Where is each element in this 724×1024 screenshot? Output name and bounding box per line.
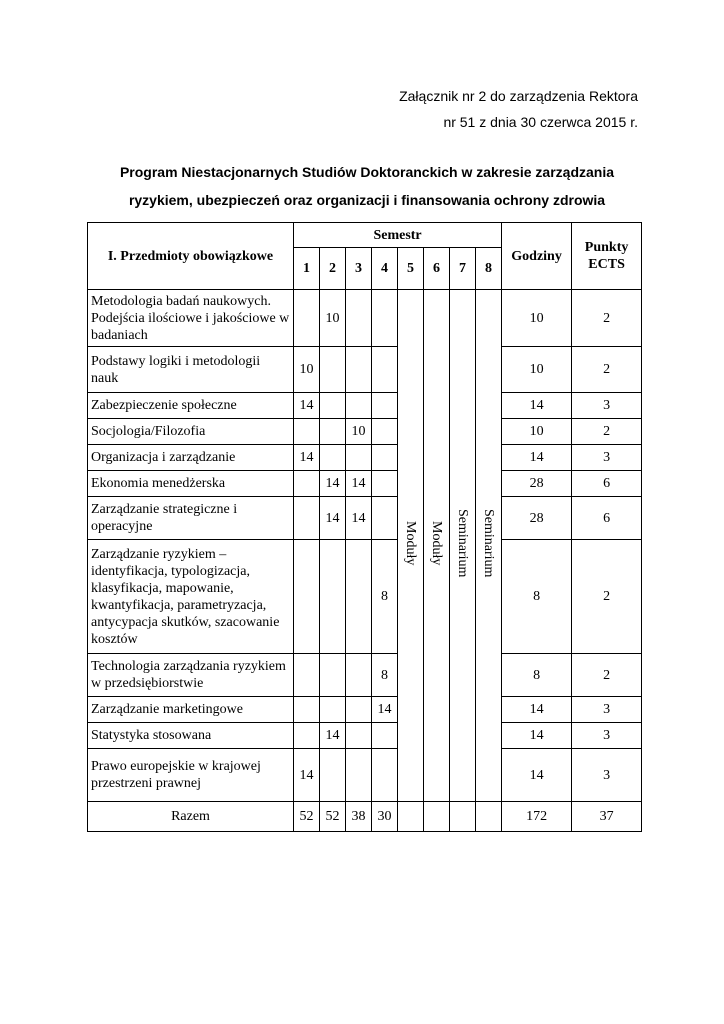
semester-1-cell: 14 — [294, 445, 320, 471]
semester-2-cell: 10 — [320, 290, 346, 347]
table-row — [88, 540, 642, 654]
semester-2-cell: 14 — [320, 471, 346, 497]
semester-1-cell — [294, 723, 320, 749]
document-title-line1: Program Niestacjonarnych Studiów Doktoranckich w zakresie zarządzania — [119, 164, 615, 180]
ects-cell: 6 — [572, 471, 642, 497]
ects-cell: 2 — [572, 540, 642, 654]
godziny-cell: 14 — [502, 723, 572, 749]
total-semester-5 — [398, 802, 424, 832]
ects-cell: 2 — [572, 654, 642, 697]
godziny-cell: 8 — [502, 540, 572, 654]
semester-3-cell: 10 — [346, 419, 372, 445]
table-row — [88, 497, 642, 540]
semester-2-cell — [320, 654, 346, 697]
semester-4-cell — [372, 393, 398, 419]
semester-2-cell — [320, 540, 346, 654]
semester-2-cell — [320, 697, 346, 723]
subject-cell: Ekonomia menedżerska — [88, 471, 294, 497]
subject-cell: Metodologia badań naukowych. Podejścia ilościowe i jakościowe w badaniach — [88, 290, 294, 347]
vertical-label-moduly: Moduły — [403, 520, 418, 566]
semester-4-cell: 8 — [372, 654, 398, 697]
ects-cell: 3 — [572, 445, 642, 471]
semester-8-seminar-cell — [476, 290, 502, 802]
semester-5-modules-cell — [398, 290, 424, 802]
semester-4-cell — [372, 445, 398, 471]
semester-3-cell: 14 — [346, 497, 372, 540]
ects-cell: 3 — [572, 393, 642, 419]
total-semester-8 — [476, 802, 502, 832]
semester-6-header: 6 — [424, 248, 450, 290]
semester-4-cell — [372, 290, 398, 347]
godziny-cell: 10 — [502, 290, 572, 347]
semester-1-cell — [294, 654, 320, 697]
semester-4-cell — [372, 723, 398, 749]
subject-cell: Zarządzanie strategiczne i operacyjne — [88, 497, 294, 540]
godziny-cell: 14 — [502, 393, 572, 419]
godziny-cell: 10 — [502, 419, 572, 445]
document-title-line2: ryzykiem, ubezpieczeń oraz organizacji i finansowania ochrony zdrowia — [128, 192, 606, 208]
ects-cell: 2 — [572, 419, 642, 445]
subject-cell: Technologia zarządzania ryzykiem w przedsiębiorstwie — [88, 654, 294, 697]
ordinance-date: nr 51 z dnia 30 czerwca 2015 r. — [443, 114, 638, 130]
semester-4-cell — [372, 497, 398, 540]
semester-3-cell — [346, 290, 372, 347]
semester-4-cell — [372, 471, 398, 497]
godziny-cell: 14 — [502, 445, 572, 471]
table-row — [88, 445, 642, 471]
vertical-label-moduly: Moduły — [429, 520, 444, 566]
table-row — [88, 654, 642, 697]
subject-cell: Statystyka stosowana — [88, 723, 294, 749]
semester-2-cell — [320, 419, 346, 445]
semester-4-cell: 14 — [372, 697, 398, 723]
ects-cell: 6 — [572, 497, 642, 540]
semester-3-cell — [346, 723, 372, 749]
total-semester-1: 52 — [294, 802, 320, 832]
total-semester-2: 52 — [320, 802, 346, 832]
semester-1-cell — [294, 497, 320, 540]
semester-1-cell: 14 — [294, 749, 320, 802]
semester-5-header: 5 — [398, 248, 424, 290]
semester-4-cell: 8 — [372, 540, 398, 654]
ects-cell: 3 — [572, 723, 642, 749]
semester-6-modules-cell — [424, 290, 450, 802]
table-row — [88, 347, 642, 393]
semester-1-cell: 14 — [294, 393, 320, 419]
semester-3-cell — [346, 654, 372, 697]
subject-cell: Organizacja i zarządzanie — [88, 445, 294, 471]
semester-1-cell — [294, 419, 320, 445]
semester-3-cell: 14 — [346, 471, 372, 497]
subject-cell: Prawo europejskie w krajowej przestrzeni prawnej — [88, 749, 294, 802]
subject-column-header: I. Przedmioty obowiązkowe — [88, 223, 294, 290]
semester-2-cell: 14 — [320, 723, 346, 749]
semester-3-cell — [346, 347, 372, 393]
total-semester-7 — [450, 802, 476, 832]
table-row — [88, 723, 642, 749]
godziny-cell: 14 — [502, 697, 572, 723]
table-row — [88, 393, 642, 419]
table-row — [88, 290, 642, 347]
subject-cell: Zabezpieczenie społeczne — [88, 393, 294, 419]
semester-1-cell — [294, 540, 320, 654]
subject-cell: Socjologia/Filozofia — [88, 419, 294, 445]
semester-4-header: 4 — [372, 248, 398, 290]
table-row — [88, 471, 642, 497]
semester-7-seminar-cell — [450, 290, 476, 802]
semester-2-cell — [320, 347, 346, 393]
program-table — [87, 222, 642, 832]
ects-cell: 3 — [572, 697, 642, 723]
total-semester-3: 38 — [346, 802, 372, 832]
annex-reference: Załącznik nr 2 do zarządzenia Rektora — [399, 88, 638, 104]
godziny-cell: 10 — [502, 347, 572, 393]
total-label: Razem — [88, 802, 294, 832]
semester-1-cell — [294, 697, 320, 723]
ects-cell: 2 — [572, 290, 642, 347]
semester-3-cell — [346, 393, 372, 419]
semester-4-cell — [372, 419, 398, 445]
ects-header: Punkty ECTS — [572, 223, 642, 290]
subject-cell: Zarządzanie marketingowe — [88, 697, 294, 723]
total-semester-4: 30 — [372, 802, 398, 832]
total-ects: 37 — [572, 802, 642, 832]
semester-1-cell: 10 — [294, 347, 320, 393]
total-semester-6 — [424, 802, 450, 832]
semester-2-cell: 14 — [320, 497, 346, 540]
vertical-label-seminarium: Seminarium — [481, 508, 497, 578]
semester-2-cell — [320, 445, 346, 471]
semester-3-cell — [346, 749, 372, 802]
godziny-cell: 28 — [502, 471, 572, 497]
godziny-cell: 28 — [502, 497, 572, 540]
total-row — [88, 802, 642, 832]
semester-1-cell — [294, 471, 320, 497]
semester-2-header: 2 — [320, 248, 346, 290]
semester-2-cell — [320, 393, 346, 419]
table-row — [88, 419, 642, 445]
godziny-cell: 8 — [502, 654, 572, 697]
semester-8-header: 8 — [476, 248, 502, 290]
table-row — [88, 697, 642, 723]
ects-cell: 2 — [572, 347, 642, 393]
semester-4-cell — [372, 749, 398, 802]
godziny-cell: 14 — [502, 749, 572, 802]
semester-7-header: 7 — [450, 248, 476, 290]
semestr-header: Semestr — [294, 223, 502, 248]
semester-4-cell — [372, 347, 398, 393]
subject-cell: Zarządzanie ryzykiem – identyfikacja, typologizacja, klasyfikacja, mapowanie, kwantyfikacja, parametryzacja, antycypacja skutków, szacowanie kosztów — [88, 540, 294, 654]
semester-3-cell — [346, 697, 372, 723]
vertical-label-seminarium: Seminarium — [455, 508, 470, 578]
subject-cell: Podstawy logiki i metodologii nauk — [88, 347, 294, 393]
total-godziny: 172 — [502, 802, 572, 832]
semester-1-header: 1 — [294, 248, 320, 290]
semester-1-cell — [294, 290, 320, 347]
semester-3-cell — [346, 445, 372, 471]
semester-3-header: 3 — [346, 248, 372, 290]
ects-cell: 3 — [572, 749, 642, 802]
godziny-header: Godziny — [502, 223, 572, 290]
semester-2-cell — [320, 749, 346, 802]
table-row — [88, 749, 642, 802]
semester-3-cell — [346, 540, 372, 654]
